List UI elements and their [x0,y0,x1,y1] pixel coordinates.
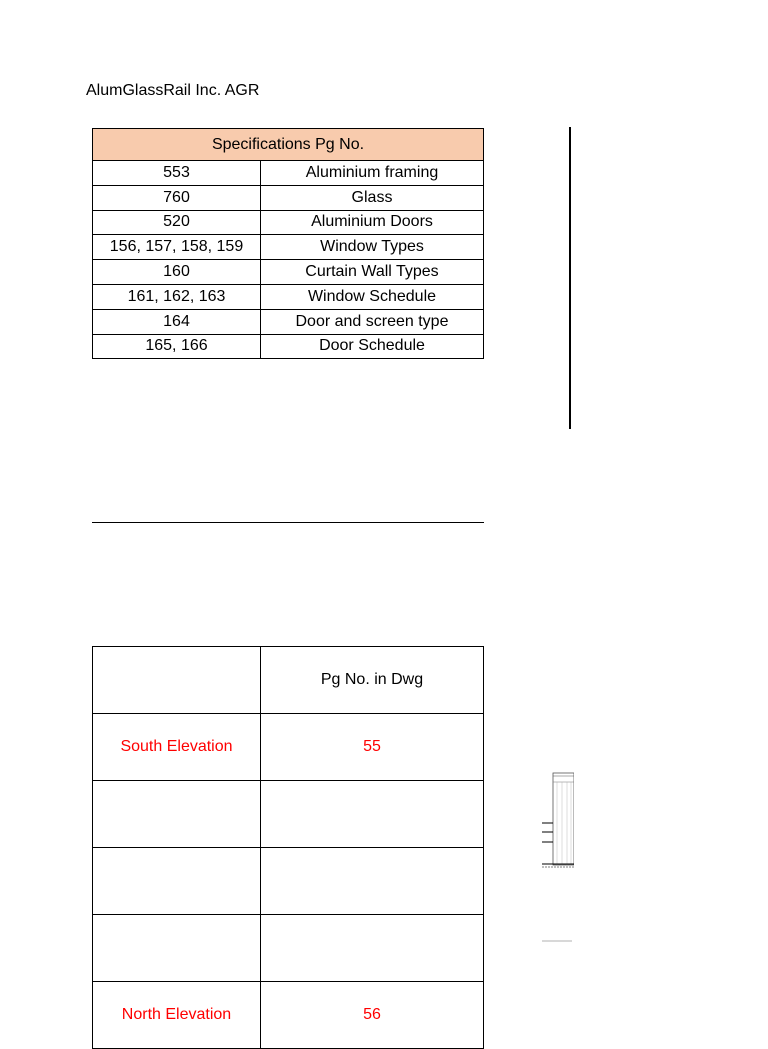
dwg-header: Pg No. in Dwg [261,647,484,714]
spec-item: Door Schedule [261,334,484,359]
dwg-label [93,781,261,848]
spec-pages: 165, 166 [93,334,261,359]
table-row [93,309,484,334]
horizontal-divider [92,522,484,523]
spec-item: Aluminium Doors [261,210,484,235]
spec-item: Door and screen type [261,309,484,334]
spec-item: Aluminium framing [261,161,484,186]
drawing-pages-table [92,646,484,1049]
spec-item: Window Types [261,235,484,260]
table-row [93,915,484,982]
table-row [93,185,484,210]
spec-header: Specifications Pg No. [93,129,484,161]
dwg-page: 55 [261,714,484,781]
drawing-fragment [540,770,574,945]
dwg-label: South Elevation [93,714,261,781]
dwg-page [261,848,484,915]
dwg-label [93,647,261,714]
specifications-table [92,128,484,359]
table-row [93,714,484,781]
table-row [93,161,484,186]
spec-item: Glass [261,185,484,210]
spec-pages: 156, 157, 158, 159 [93,235,261,260]
spec-pages: 553 [93,161,261,186]
spec-item: Curtain Wall Types [261,260,484,285]
spec-header-row [93,129,484,161]
table-row [93,781,484,848]
table-row [93,848,484,915]
table-row [93,284,484,309]
table-row [93,235,484,260]
spec-pages: 164 [93,309,261,334]
table-row [93,210,484,235]
spec-pages: 160 [93,260,261,285]
table-row [93,260,484,285]
vertical-divider [569,127,571,429]
spec-pages: 520 [93,210,261,235]
dwg-label [93,915,261,982]
spec-item: Window Schedule [261,284,484,309]
spec-pages: 161, 162, 163 [93,284,261,309]
table-row [93,334,484,359]
table-row [93,982,484,1049]
dwg-label [93,848,261,915]
dwg-page [261,781,484,848]
dwg-label: North Elevation [93,982,261,1049]
dwg-page: 56 [261,982,484,1049]
spec-pages: 760 [93,185,261,210]
table-row [93,647,484,714]
company-name: AlumGlassRail Inc. AGR [86,82,260,99]
dwg-page [261,915,484,982]
